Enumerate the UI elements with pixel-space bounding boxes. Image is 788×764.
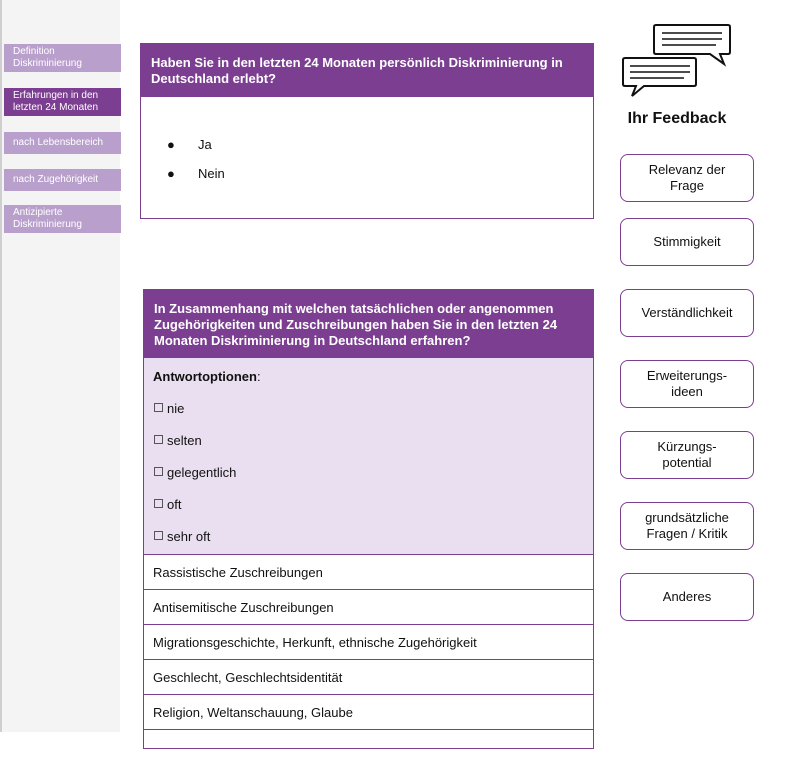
feedback-anderes-button[interactable]: Anderes <box>620 573 754 621</box>
sidebar-nav <box>0 0 120 732</box>
answer-option-gelegentlich[interactable]: gelegentlich <box>154 465 236 480</box>
table-row: Geschlecht, Geschlechtsidentität <box>144 659 593 694</box>
checkbox-icon <box>154 435 163 444</box>
answer-options-panel <box>144 358 593 554</box>
speech-bubbles-icon <box>620 22 732 102</box>
feedback-erweiterung-button[interactable]: Erweiterungs- ideen <box>620 360 754 408</box>
answer-option-nie[interactable]: nie <box>154 401 184 416</box>
checkbox-icon <box>154 499 163 508</box>
feedback-verstaendlichkeit-button[interactable]: Verständlichkeit <box>620 289 754 337</box>
sidebar-item-lebensbereich[interactable]: nach Lebensbereich <box>4 132 121 154</box>
checkbox-icon <box>154 531 163 540</box>
sidebar-item-erfahrungen[interactable]: Erfahrungen in den letzten 24 Monaten <box>4 88 121 116</box>
checkbox-icon <box>154 467 163 476</box>
table-row: Migrationsgeschichte, Herkunft, ethnische Zugehörigkeit <box>144 624 593 659</box>
question-2-card <box>143 289 594 749</box>
sidebar-item-antizipiert[interactable]: Antizipierte Diskriminierung <box>4 205 121 233</box>
table-row <box>144 729 593 764</box>
feedback-relevanz-button[interactable]: Relevanz der Frage <box>620 154 754 202</box>
answer-option-oft[interactable]: oft <box>154 497 181 512</box>
answer-options-label: Antwortoptionen: <box>153 369 261 384</box>
table-row: Antisemitische Zuschreibungen <box>144 589 593 624</box>
question-1-card: Haben Sie in den letzten 24 Monaten persönlich Diskriminierung in Deutschland erlebt? ● Ja ● Nein <box>140 43 594 219</box>
checkbox-icon <box>154 403 163 412</box>
question-2-title: In Zusammenhang mit welchen tatsächlichen oder angenommen Zugehörigkeiten und Zuschreibungen haben Sie in den letzten 24 Monaten Diskriminierung in Deutschland erfahren? <box>144 290 593 358</box>
answer-option-selten[interactable]: selten <box>154 433 202 448</box>
feedback-kritik-button[interactable]: grundsätzliche Fragen / Kritik <box>620 502 754 550</box>
feedback-kuerzung-button[interactable]: Kürzungs- potential <box>620 431 754 479</box>
question-1-title: Haben Sie in den letzten 24 Monaten persönlich Diskriminierung in Deutschland erlebt? <box>141 44 593 97</box>
table-row: Religion, Weltanschauung, Glaube <box>144 694 593 729</box>
feedback-stimmigkeit-button[interactable]: Stimmigkeit <box>620 218 754 266</box>
table-row: Rassistische Zuschreibungen <box>144 554 593 589</box>
feedback-title: Ihr Feedback <box>627 110 727 127</box>
sidebar-item-zugehoerigkeit[interactable]: nach Zugehörigkeit <box>4 169 121 191</box>
answer-option-sehr-oft[interactable]: sehr oft <box>154 529 210 544</box>
sidebar-item-definition[interactable]: Definition Diskriminierung <box>4 44 121 72</box>
